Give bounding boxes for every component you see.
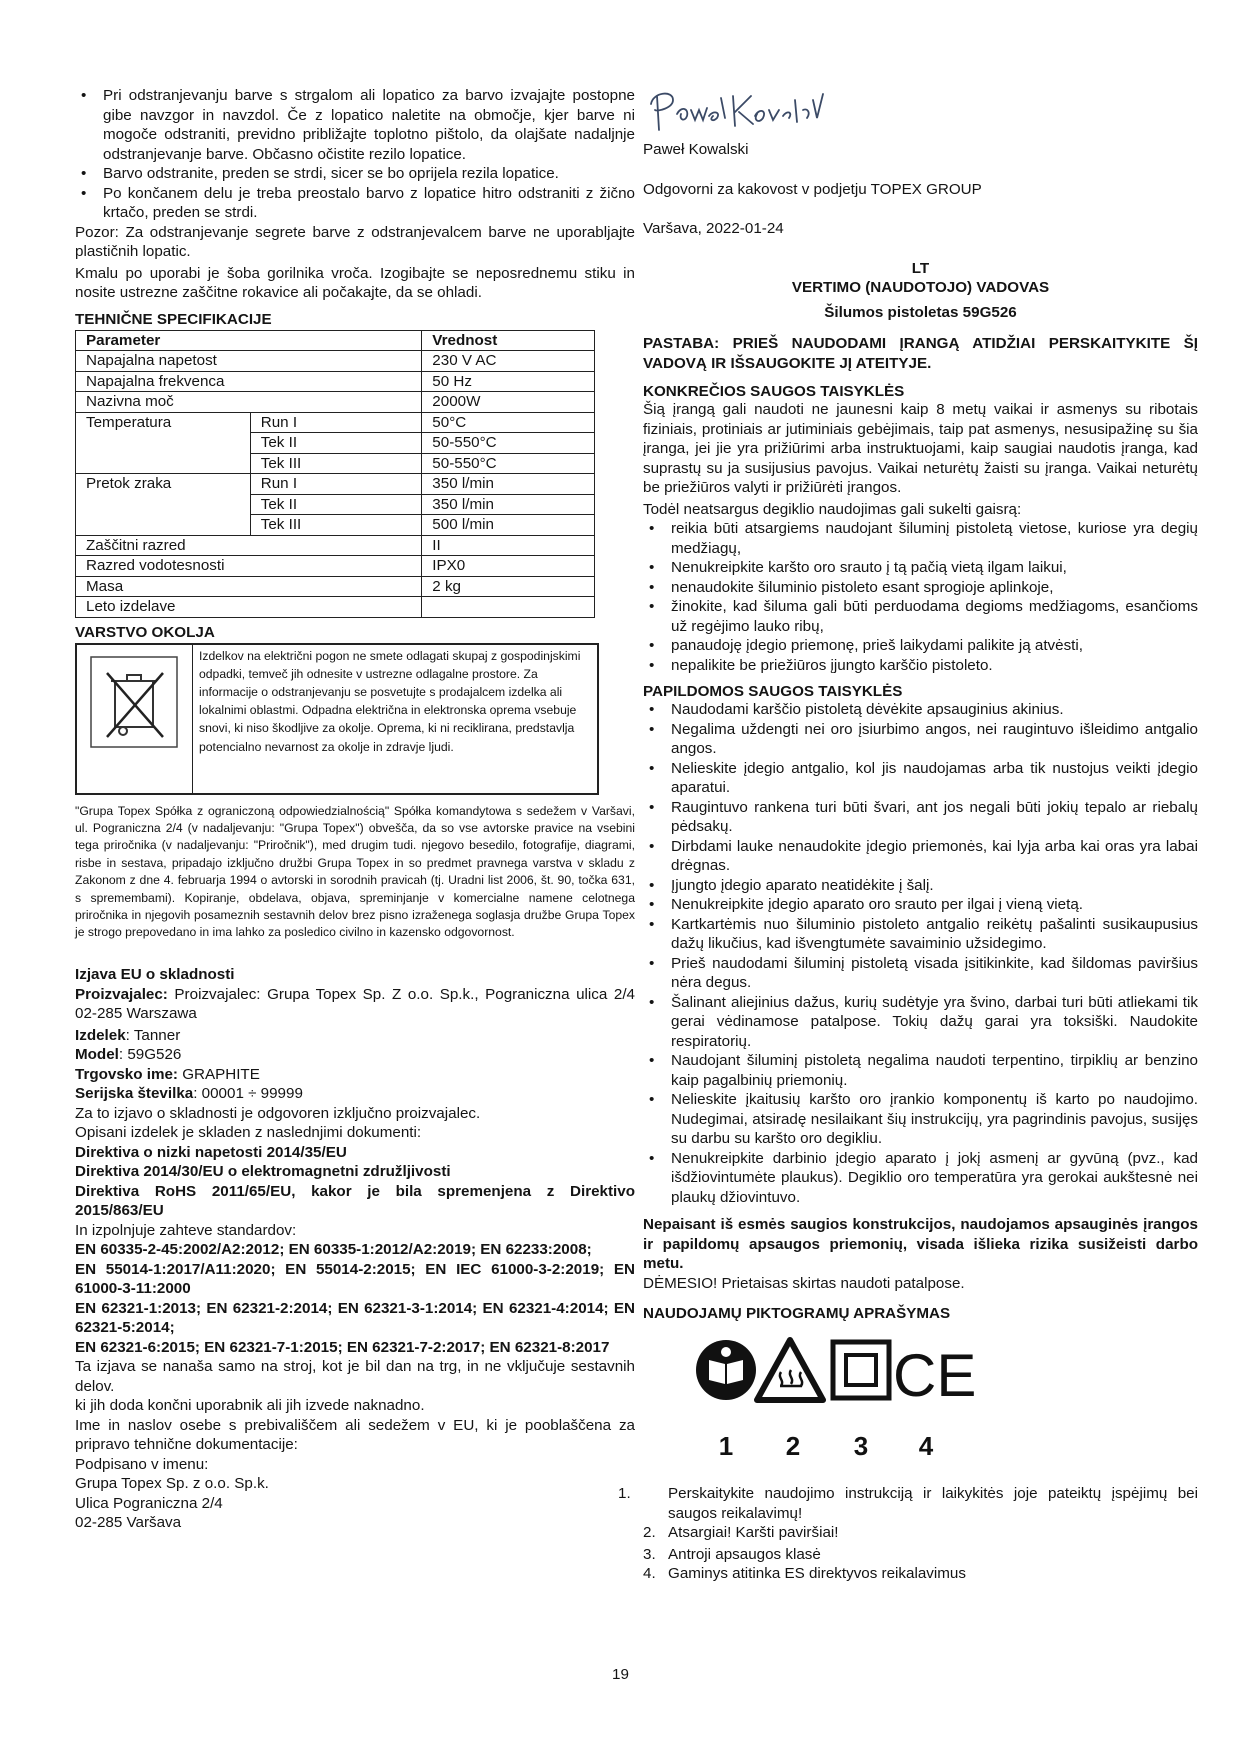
- read-manual-icon: [696, 1340, 756, 1400]
- list-item: • Įjungto įdegio aparato neatidėkite į šalį.: [643, 876, 1198, 896]
- producer-value: Proizvajalec: Grupa Topex Sp. Z o.o. Sp.k., Pograniczna ulica 2/4 02-285 Warszawa: [75, 985, 635, 1023]
- directive-emc: Direktiva 2014/30/EU o elektromagnetni združljivosti: [75, 1163, 451, 1181]
- signature-graphic: [643, 82, 903, 138]
- table-cell: Tek III: [250, 515, 422, 536]
- table-cell: Pretok zraka: [76, 474, 251, 536]
- table-cell: 50 Hz: [422, 371, 595, 392]
- company-city: 02-285 Varšava: [75, 1514, 182, 1532]
- list-text: Atsargiai! Karšti paviršiai!: [668, 1524, 839, 1541]
- table-cell: 50-550°C: [422, 453, 595, 474]
- list-item: • Naudojant šiluminį pistoletą negalima naudoti terpentino, tirpiklių ar benzino kaip pagalbinių priemonių.: [643, 1051, 1198, 1090]
- table-row: [76, 371, 595, 392]
- list-item: • žinokite, kad šiluma gali būti perduodama degioms medžiagoms, esančioms už regėjimo lauko ribų,: [643, 597, 1198, 636]
- product-value: : Tanner: [125, 1026, 181, 1044]
- list-item: • nepalikite be priežiūros įjungto karščio pistoleto.: [643, 656, 1198, 676]
- list-number: 3.: [643, 1545, 656, 1563]
- representative-text: Ime in naslov osebe s prebivališčem ali sedežem v EU, ki je pooblaščena za pripravo tehnične dokumentacije:: [75, 1416, 635, 1454]
- signed-label: Podpisano v imenu:: [75, 1455, 209, 1473]
- right-column: [618, 82, 1198, 1584]
- producer-line: [75, 985, 635, 1024]
- manual-title: VERTIMO (NAUDOTOJO) VADOVAS: [791, 279, 1050, 296]
- directive-lv: Direktiva o nizki napetosti 2014/35/EU: [75, 1143, 347, 1161]
- list-item: [618, 1484, 1198, 1523]
- env-heading: VARSTVO OKOLJA: [75, 623, 215, 641]
- pictogram-list: [618, 1484, 1198, 1584]
- pictogram-number: 3: [853, 1431, 869, 1461]
- list-item: • Šalinant aliejinius dažus, kurių sudėtyje yra švino, darbai turi būti atliekami tik gerai vėdinamose patalpose. Tokių dažų garai yra toksiški. Naudokite respiratorių.: [643, 993, 1198, 1052]
- specific-safety-heading: KONKREČIOS SAUGOS TAISYKLĖS: [643, 383, 905, 400]
- list-item: • Barvo odstranite, preden se strdi, sicer se bo oprijela rezila lopatice.: [75, 164, 635, 184]
- pictogram-row: [643, 1330, 1198, 1480]
- spec-table: [75, 330, 595, 618]
- signer-name: Paweł Kowalski: [643, 141, 749, 158]
- table-cell: IPX0: [422, 556, 595, 577]
- declaration-heading: Izjava EU o skladnosti: [75, 965, 235, 983]
- table-header: Parameter: [76, 330, 422, 351]
- company-name: Grupa Topex Sp. z o.o. Sp.k.: [75, 1475, 269, 1493]
- class-ii-icon: [833, 1342, 889, 1398]
- standards-intro: In izpolnjuje zahteve standardov:: [75, 1221, 297, 1239]
- model-line: [75, 1045, 635, 1065]
- producer-label: Proizvajalec:: [75, 985, 168, 1003]
- trade-value: GRAPHITE: [177, 1065, 260, 1083]
- list-item: • Prieš naudodami šiluminį pistoletą visada įsitikinkite, kad šildomas paviršius nėra degus.: [643, 954, 1198, 993]
- table-cell: Temperatura: [76, 412, 251, 474]
- env-box: [75, 643, 599, 795]
- list-number: 1.: [618, 1485, 631, 1502]
- trade-name-line: [75, 1065, 635, 1085]
- list-item: • Nenukreipkite karšto oro srauto į tą pačią vietą ilgam laikui,: [643, 558, 1198, 578]
- table-cell: 350 l/min: [422, 474, 595, 495]
- additional-safety-heading: PAPILDOMOS SAUGOS TAISYKLĖS: [643, 683, 903, 700]
- list-item: • Nelieskite įkaitusių karšto oro įrankio komponentų iš karto po naudojimo. Nudegimai, atsiradę nesilaikant šių instrukcijų, yra pagrindinis pavojus, susijęs su darbu su karšto oro degikliu.: [643, 1090, 1198, 1149]
- place-date: Varšava, 2022-01-24: [643, 220, 784, 237]
- table-row: [76, 556, 595, 577]
- list-item: • Pri odstranjevanju barve s strgalom ali lopatico za barvo izvajajte postopne gibe navzgor in navzdol. Če z lopatico naletite na območje, kjer barve ni mogoče odstraniti, previdno približajte toplotno pištolo, da olajšate nadaljnje odstranjevanje barve. Občasno očistite rezilo lopatice.: [75, 86, 635, 164]
- list-item: • Naudodami karščio pistoletą dėvėkite apsauginius akinius.: [643, 700, 1198, 720]
- company-street: Ulica Pograniczna 2/4: [75, 1494, 223, 1512]
- specific-safety-text: Šią įrangą gali naudoti ne jaunesni kaip 8 metų vaikai ir asmenys su ribotais fiziniais, protiniais ar jutiminiais gebėjimais, taip pat asmenys, nesusipažinę su šia įranga, jei jie yra prižiūrimi arba instruktuojami, kaip saugiai naudotis įranga, kad suprastų su ja susijusius pavojus. Vaikai neturėtų žaisti su įranga. Vaikai neturėtų be priežiūros valyti ir prižiūrėti įrangos.: [643, 401, 1198, 496]
- list-item: • Kartkartėmis nuo šiluminio pistoleto antgalio reikėtų pašalinti susikaupusius dažų likučius, kad išvengtumėte savaiminio užsidegimo.: [643, 915, 1198, 954]
- residual-risk-text: Nepaisant iš esmės saugios konstrukcijos, naudojamos apsauginės įrangos ir papildomų apsaugos priemonių, visada išlieka rizika susižeisti darbo metu.: [643, 1216, 1198, 1272]
- table-cell: 50-550°C: [422, 433, 595, 454]
- signer-role: Odgovorni za kakovost v podjetju TOPEX GROUP: [643, 180, 982, 198]
- table-row: [76, 535, 595, 556]
- list-item: [643, 1545, 1198, 1565]
- pictogram-heading: NAUDOJAMŲ PIKTOGRAMŲ APRAŠYMAS: [643, 1305, 951, 1322]
- additional-safety-list: [643, 700, 1198, 1207]
- list-item: • nenaudokite šiluminio pistoleto esant sprogioje aplinkoje,: [643, 578, 1198, 598]
- table-cell: 50°C: [422, 412, 595, 433]
- table-row: [76, 330, 595, 351]
- list-item: • panaudoję įdegio priemonę, prieš laikydami palikite ją atvėsti,: [643, 636, 1198, 656]
- table-row: [76, 576, 595, 597]
- crossed-bin-icon: [77, 645, 192, 793]
- table-cell: Napajalna frekvenca: [76, 371, 422, 392]
- list-item: • Nenukreipkite įdegio aparato oro srauto per ilgai į vieną vietą.: [643, 895, 1198, 915]
- list-item: • Po končanem delu je treba preostalo barvo z lopatice hitro odstraniti z žično krtačo, preden se strdi.: [75, 184, 635, 223]
- table-cell: Run I: [250, 412, 422, 433]
- responsibility-text: Za to izjavo o skladnosti je odgovoren izključno proizvajalec.: [75, 1104, 481, 1122]
- env-icon-cell: [77, 645, 193, 793]
- product-title: Šilumos pistoletas 59G526: [824, 303, 1017, 321]
- standards-line: EN 60335-2-45:2002/A2:2012; EN 60335-1:2012/A2:2019; EN 62233:2008;: [75, 1241, 592, 1259]
- table-row: [76, 474, 595, 495]
- hot-nozzle-warning: Kmalu po uporabi je šoba gorilnika vroča. Izogibajte se neposrednemu stiku in nosite ustrezne zaščitne rokavice ali počakajte, da se ohladi.: [75, 264, 635, 301]
- left-column: [75, 86, 635, 1533]
- pictogram-number: 1: [718, 1431, 734, 1461]
- product-line: [75, 1026, 635, 1046]
- list-item: [643, 1564, 1198, 1584]
- serial-label: Serijska številka: [75, 1085, 194, 1103]
- list-item: • Nelieskite įdegio antgalio, kol jis naudojamas arba tik nustojus veikti įdegio aparatui.: [643, 759, 1198, 798]
- table-cell: Tek III: [250, 453, 422, 474]
- list-item: • Raugintuvo rankena turi būti švari, ant jos negali būti jokių tepalo ar riebalų pėdsakų.: [643, 798, 1198, 837]
- list-text: Perskaitykite naudojimo instrukciją ir laikykitės joje pateiktų įspėjimų bei saugos reikalavimų!: [668, 1485, 1198, 1522]
- standards-line: EN 55014-1:2017/A11:2020; EN 55014-2:2015; EN IEC 61000-3-2:2019; EN 61000-3-11:2000: [75, 1260, 635, 1298]
- table-cell: Zaščitni razred: [76, 535, 422, 556]
- list-text: Antroji apsaugos klasė: [668, 1545, 821, 1563]
- table-cell: II: [422, 535, 595, 556]
- standards-line: EN 62321-1:2013; EN 62321-2:2014; EN 62321-3-1:2014; EN 62321-4:2014; EN 62321-5:2014;: [75, 1299, 635, 1337]
- list-item: • Dirbdami lauke nenaudokite įdegio priemonės, kai lyja arba kai oras yra labai drėgnas.: [643, 837, 1198, 876]
- product-label: Izdelek: [75, 1026, 126, 1044]
- signature: [643, 82, 1198, 138]
- list-number: 4.: [643, 1565, 656, 1582]
- table-cell: 500 l/min: [422, 515, 595, 536]
- scope-text: Ta izjava se nanaša samo na stroj, kot je bil dan na trg, in ne vključuje sestavnih delov.: [75, 1358, 635, 1395]
- table-cell: Leto izdelave: [76, 597, 422, 618]
- table-cell: 2 kg: [422, 576, 595, 597]
- model-label: Model: [75, 1046, 119, 1064]
- hot-surface-icon: [757, 1340, 823, 1400]
- table-cell: [422, 597, 595, 618]
- fire-risk-list: [643, 519, 1198, 675]
- table-cell: Run I: [250, 474, 422, 495]
- list-number: 2.: [643, 1524, 656, 1541]
- fire-risk-intro: Todėl neatsargus degiklio naudojimas gali sukelti gaisrą:: [643, 500, 1022, 518]
- table-cell: Tek II: [250, 494, 422, 515]
- table-row: [76, 351, 595, 372]
- scope-text-2: ki jih doda končni uporabnik ali jih izvede naknadno.: [75, 1397, 425, 1415]
- standards-line: EN 62321-6:2015; EN 62321-7-1:2015; EN 62321-7-2:2017; EN 62321-8:2017: [75, 1338, 610, 1356]
- table-cell: Masa: [76, 576, 422, 597]
- table-cell: Napajalna napetost: [76, 351, 422, 372]
- documents-intro: Opisani izdelek je skladen z naslednjimi dokumenti:: [75, 1124, 422, 1142]
- pictograms: [643, 1330, 1198, 1480]
- copyright-notice: "Grupa Topex Spółka z ograniczoną odpowiedzialnością" Spółka komandytowa s sedežem v Varšavi, ul. Pograniczna 2/4 (v nadaljevanju: "Grupa Topex") obvešča, da so vse avtorske pravice na vsebini tega priročnika (v nadaljevanju: "Priročnik"), med drugim tudi. njegovo besedilo, fotografije, diagrami, risbe in sestava, pripadajo izključno družbi Grupa Topex in so predmet pravnega varstva v skladu z Zakonom z dne 4. februarja 1994 o avtorski in sorodnih pravicah (tj. Uradni list 2006, št. 90, točka 631, s spremembami). Kopiranje, obdelava, objava, spreminjanje v komercialne namene celotnega priročnika in njegovih posameznih sestavnih delov brez pisno izraženega soglasja družbe Grupa Topex je strogo prepovedano in ima lahko za posledico civilno in kazensko odgovornost.: [75, 803, 635, 940]
- list-item: • Nenukreipkite darbinio įdegio aparato į jokį asmenį ar gyvūną (pvz., kad išdžiovintumėte plaukus). Degiklio oro temperatūra yra gerokai aukštesnė nei plaukų džiovintuvo.: [643, 1149, 1198, 1208]
- directive-rohs: Direktiva RoHS 2011/65/EU, kakor je bila spremenjena z Direktivo 2015/863/EU: [75, 1182, 635, 1220]
- list-item: • reikia būti atsargiems naudojant šiluminį pistoletą vietose, kuriose yra degių medžiagų,: [643, 519, 1198, 558]
- signature-text: [643, 82, 650, 83]
- trade-label: Trgovsko ime:: [75, 1065, 178, 1083]
- list-item: • Negalima uždengti nei oro įsiurbimo angos, nei raugintuvo išleidimo antgalio angos.: [643, 720, 1198, 759]
- ce-icon: [893, 1342, 976, 1409]
- paint-removal-list: [75, 86, 635, 223]
- table-row: [76, 597, 595, 618]
- paint-warning: Pozor: Za odstranjevanje segrete barve z odstranjevalcem barve ne uporabljajte plastičnih lopatic.: [75, 223, 635, 260]
- table-cell: Nazivna moč: [76, 392, 422, 413]
- table-cell: Razred vodotesnosti: [76, 556, 422, 577]
- table-cell: 2000W: [422, 392, 595, 413]
- note-text: PASTABA: PRIEŠ NAUDODAMI ĮRANGĄ ATIDŽIAI PERSKAITYKITE ŠĮ VADOVĄ IR IŠSAUGOKITE JĮ ATEITYJE.: [643, 335, 1198, 372]
- pictogram-number: 4: [918, 1431, 934, 1461]
- attention-text: DĖMESIO! Prietaisas skirtas naudoti patalpose.: [643, 1274, 965, 1292]
- table-header: Vrednost: [422, 330, 595, 351]
- table-row: [76, 392, 595, 413]
- language-code: LT: [911, 259, 930, 277]
- table-cell: 230 V AC: [422, 351, 595, 372]
- table-cell: Tek II: [250, 433, 422, 454]
- spec-heading: TEHNIČNE SPECIFIKACIJE: [75, 310, 272, 328]
- ce-mark: CE: [893, 1342, 977, 1409]
- pictogram-number: 2: [785, 1431, 801, 1461]
- table-row: [76, 412, 595, 433]
- list-text: Gaminys atitinka ES direktyvos reikalavimus: [668, 1565, 966, 1582]
- model-value: : 59G526: [118, 1046, 182, 1064]
- env-text: Izdelkov na električni pogon ne smete odlagati skupaj z gospodinjskimi odpadki, temveč jih odnesite v ustrezne odlagalne prostore. Za informacije o odstranjevanju se posvetujte s prodajalcem izdelka ali lokalnimi oblastmi. Odpadna električna in elektronska oprema vsebuje snovi, ki niso škodljive za okolje. Oprema, ki ni reciklirana, predstavlja potencialno nevarnost za okolje in zdravje ljudi.: [199, 648, 581, 754]
- page-number: 19: [612, 1666, 629, 1683]
- table-cell: 350 l/min: [422, 494, 595, 515]
- list-item: [643, 1523, 1198, 1543]
- serial-value: : 00001 ÷ 99999: [193, 1085, 303, 1103]
- serial-line: [75, 1084, 635, 1104]
